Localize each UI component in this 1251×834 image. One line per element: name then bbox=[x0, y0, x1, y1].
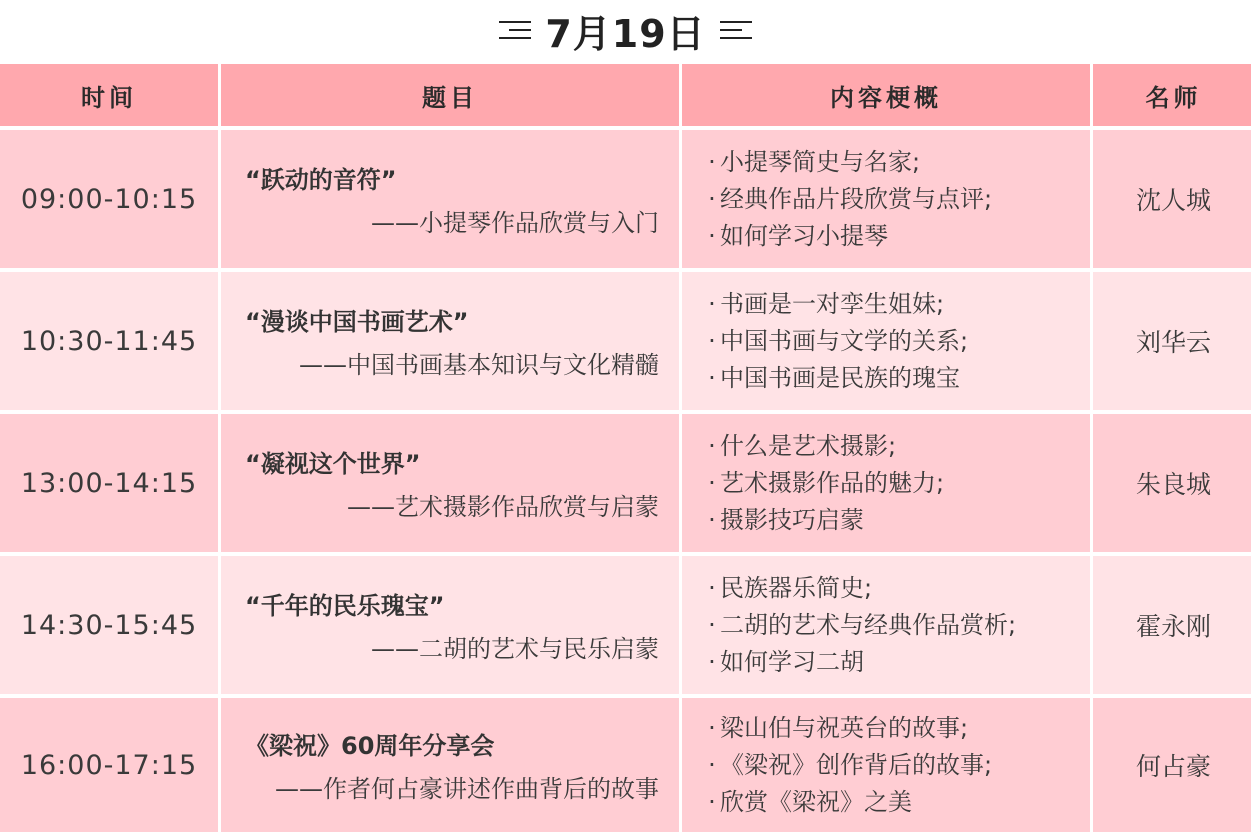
row-topic bbox=[221, 272, 679, 410]
schedule-date: 7月19日 bbox=[545, 11, 706, 56]
content-item: · 艺术摄影作品的魅力; bbox=[708, 468, 945, 497]
row-topic bbox=[221, 698, 679, 832]
topic-subtitle: ——中国书画基本知识与文化精髓 bbox=[299, 351, 659, 379]
topic-subtitle: ——二胡的艺术与民乐启蒙 bbox=[371, 635, 659, 663]
topic-subtitle: ——艺术摄影作品欣赏与启蒙 bbox=[347, 493, 659, 521]
topic-title: “凝视这个世界” bbox=[245, 450, 421, 478]
schedule-table bbox=[0, 64, 1251, 834]
row-content bbox=[682, 698, 1090, 832]
row-content bbox=[682, 130, 1090, 268]
row-time: 09:00-10:15 bbox=[0, 130, 218, 268]
column-header-teacher: 名师 bbox=[1093, 64, 1251, 126]
row-topic bbox=[221, 414, 679, 552]
topic-subtitle: ——小提琴作品欣赏与入门 bbox=[371, 209, 659, 237]
right-lines-decoration bbox=[720, 21, 752, 39]
row-content bbox=[682, 414, 1090, 552]
column-header-topic: 题目 bbox=[221, 64, 679, 126]
content-item: · 梁山伯与祝英台的故事; bbox=[708, 713, 969, 742]
row-time: 16:00-17:15 bbox=[0, 698, 218, 832]
content-item: · 小提琴简史与名家; bbox=[708, 147, 921, 176]
topic-title: “漫谈中国书画艺术” bbox=[245, 308, 469, 336]
column-header-time: 时间 bbox=[0, 64, 218, 126]
content-item: · 民族器乐简史; bbox=[708, 573, 873, 602]
row-topic bbox=[221, 556, 679, 694]
row-teacher: 朱良城 bbox=[1093, 414, 1251, 552]
content-item: · 什么是艺术摄影; bbox=[708, 431, 897, 460]
left-lines-decoration bbox=[499, 21, 531, 39]
row-time: 13:00-14:15 bbox=[0, 414, 218, 552]
row-teacher: 刘华云 bbox=[1093, 272, 1251, 410]
schedule-header bbox=[0, 0, 1251, 60]
row-time: 10:30-11:45 bbox=[0, 272, 218, 410]
content-item: · 二胡的艺术与经典作品赏析; bbox=[708, 610, 1017, 639]
content-item: · 中国书画是民族的瑰宝 bbox=[708, 363, 960, 392]
row-content bbox=[682, 556, 1090, 694]
content-item: · 摄影技巧启蒙 bbox=[708, 505, 864, 534]
column-header-content: 内容梗概 bbox=[682, 64, 1090, 126]
content-item: · 如何学习二胡 bbox=[708, 647, 864, 676]
content-item: · 经典作品片段欣赏与点评; bbox=[708, 184, 993, 213]
row-time: 14:30-15:45 bbox=[0, 556, 218, 694]
topic-title: 《梁祝》60周年分享会 bbox=[245, 732, 495, 760]
row-teacher: 沈人城 bbox=[1093, 130, 1251, 268]
content-item: · 书画是一对孪生姐妹; bbox=[708, 289, 945, 318]
topic-title: “千年的民乐瑰宝” bbox=[245, 592, 445, 620]
row-teacher: 何占豪 bbox=[1093, 698, 1251, 832]
row-topic bbox=[221, 130, 679, 268]
content-item: · 《梁祝》创作背后的故事; bbox=[708, 750, 993, 779]
topic-subtitle: ——作者何占豪讲述作曲背后的故事 bbox=[275, 775, 659, 803]
content-item: · 如何学习小提琴 bbox=[708, 221, 888, 250]
row-content bbox=[682, 272, 1090, 410]
row-teacher: 霍永刚 bbox=[1093, 556, 1251, 694]
content-item: · 欣赏《梁祝》之美 bbox=[708, 787, 912, 816]
topic-title: “跃动的音符” bbox=[245, 166, 397, 194]
content-item: · 中国书画与文学的关系; bbox=[708, 326, 969, 355]
